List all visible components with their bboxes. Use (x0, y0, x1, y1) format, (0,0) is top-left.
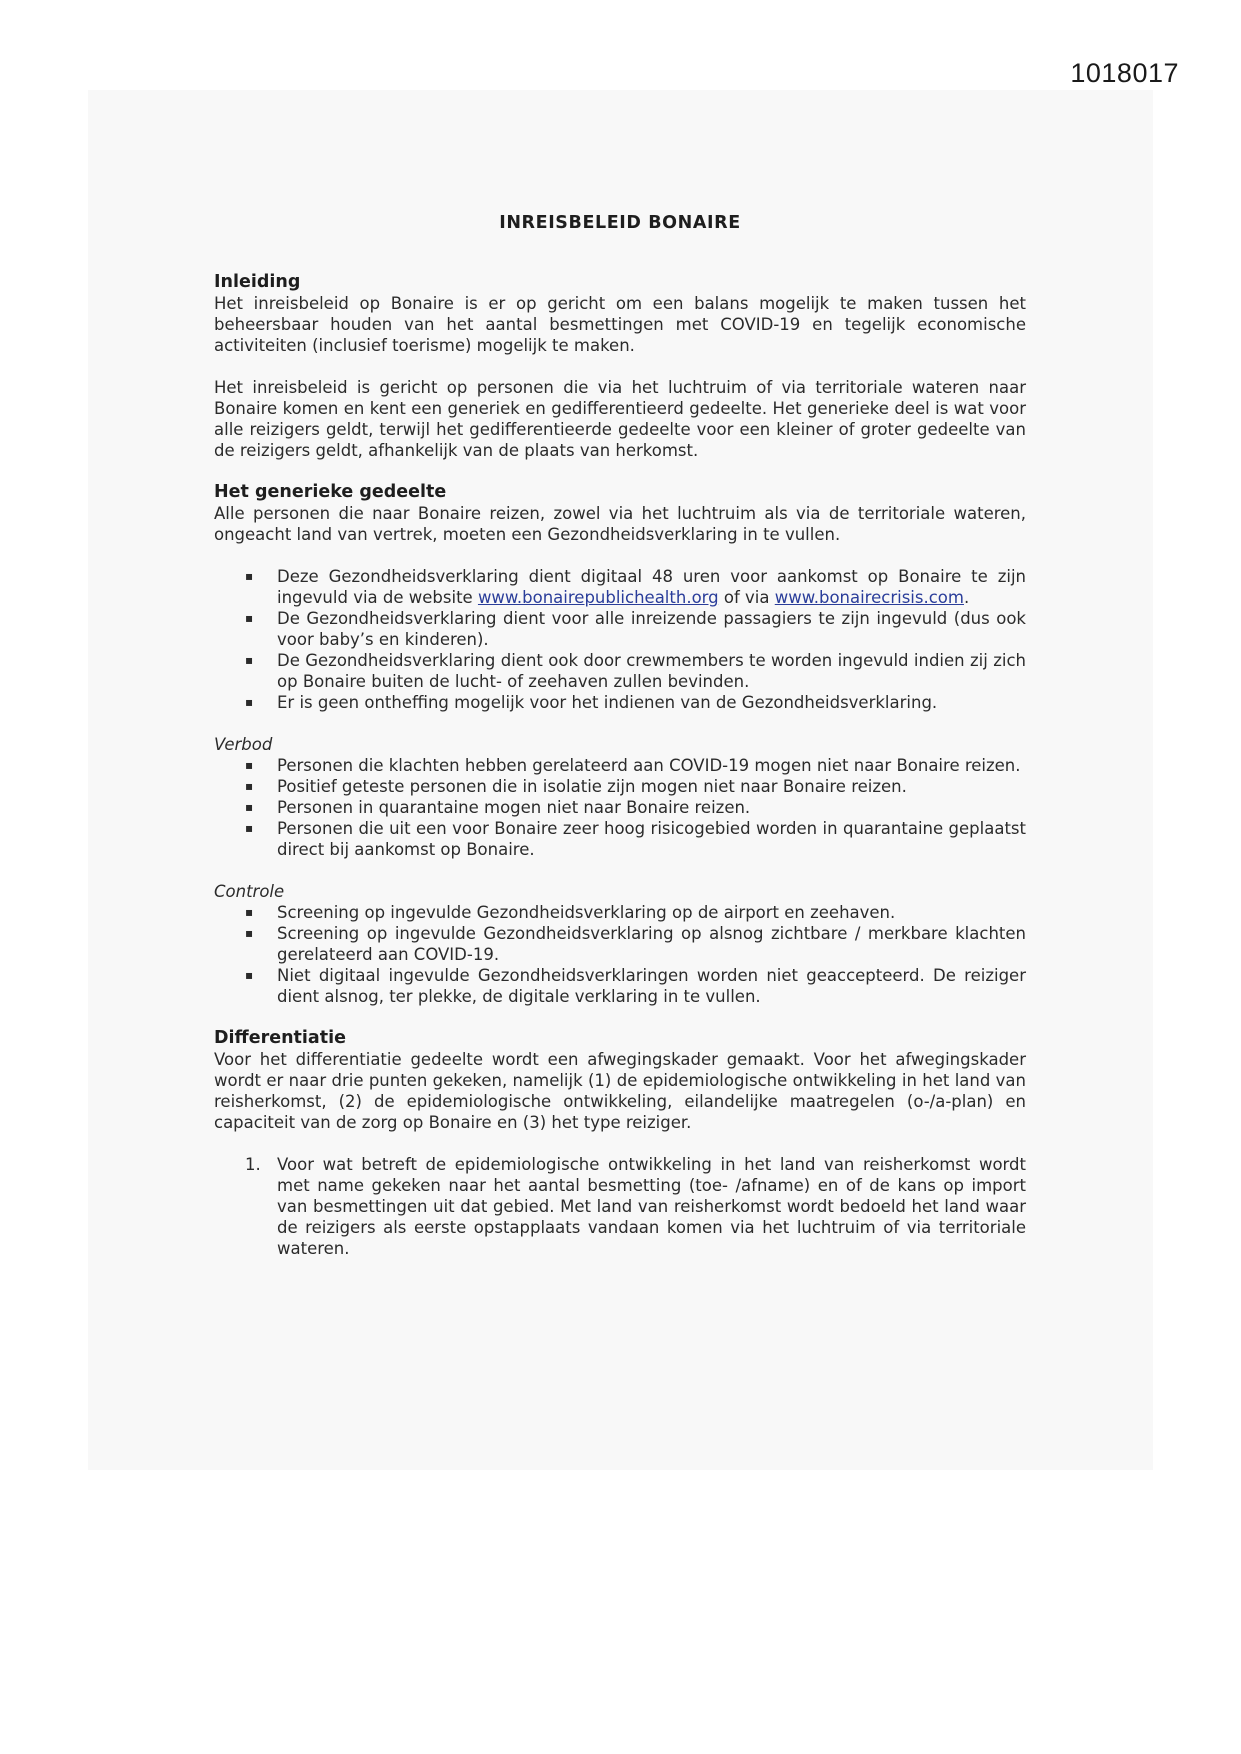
bullet-icon: ▪ (245, 905, 254, 919)
link-bonairepublichealth[interactable]: www.bonairepublichealth.org (477, 588, 719, 607)
list-item (214, 923, 1026, 965)
section-inleiding (214, 272, 1026, 461)
heading-differentiatie: Differentiatie (214, 1028, 346, 1048)
list-item (214, 650, 1026, 692)
list-item (214, 797, 1026, 818)
bullet-icon: ▪ (245, 821, 254, 835)
bullet-text: Niet digitaal ingevulde Gezondheidsverklaringen worden niet geaccepteerd. De reiziger dient alsnog, ter plekke, de digitale verklaring in te vullen. (277, 966, 1026, 1006)
heading-generiek: Het generieke gedeelte (214, 482, 447, 502)
differentiatie-numbered-list (214, 1154, 1026, 1259)
list-item (214, 608, 1026, 650)
bullet-icon: ▪ (245, 611, 254, 625)
bullet-icon: ▪ (245, 779, 254, 793)
list-item (214, 776, 1026, 797)
document-body (214, 213, 1026, 1259)
bullet-text: Personen die uit een voor Bonaire zeer hoog risicogebied worden in quarantaine geplaatst direct bij aankomst op Bonaire. (277, 819, 1026, 859)
list-item (214, 902, 1026, 923)
list-item (214, 692, 1026, 713)
bullet-icon: ▪ (245, 695, 254, 709)
intro-paragraph-2: Het inreisbeleid is gericht op personen die via het luchtruim of via territoriale wateren naar Bonaire komen en kent een generiek en gedifferentieerd gedeelte. Het generieke deel is wat voor alle reizigers geldt, terwijl het gedifferentieerde gedeelte voor een kleiner of groter gedeelte van de reizigers geldt, afhankelijk van de plaats van herkomst. (214, 378, 1026, 460)
bullet-text: Positief geteste personen die in isolatie zijn mogen niet naar Bonaire reizen. (277, 777, 907, 796)
bullet-text: Personen in quarantaine mogen niet naar Bonaire reizen. (277, 798, 751, 817)
section-generiek (214, 482, 1026, 734)
section-differentiatie (214, 1028, 1026, 1259)
differentiatie-paragraph: Voor het differentiatie gedeelte wordt een afwegingskader gemaakt. Voor het afwegingskader wordt er naar drie punten gekeken, namelijk (1) de epidemiologische ontwikkeling in het land van reisherkomst, (2) de epidemiologische ontwikkeling, eilandelijke maatregelen (o-/a-plan) en capaciteit van de zorg op Bonaire en (3) het type reiziger. (214, 1050, 1026, 1132)
heading-verbod: Verbod (214, 735, 273, 754)
bullet-text: Screening op ingevulde Gezondheidsverklaring op de airport en zeehaven. (277, 903, 896, 922)
section-verbod (214, 734, 1026, 881)
list-item (214, 818, 1026, 860)
bullet-icon: ▪ (245, 653, 254, 667)
bullet-text: Personen die klachten hebben gerelateerd aan COVID-19 mogen niet naar Bonaire reizen. (277, 756, 1021, 775)
list-item (214, 755, 1026, 776)
bullet-text-part: . (963, 588, 970, 607)
heading-inleiding: Inleiding (214, 272, 301, 292)
bullet-text-part: Deze Gezondheidsverklaring dient digitaal 48 uren voor aankomst op Bonaire te zijn ingevuld via de website (277, 567, 1026, 607)
list-item (214, 1154, 1026, 1259)
bullet-text: De Gezondheidsverklaring dient voor alle inreizende passagiers te zijn ingevuld (dus ook voor baby’s en kinderen). (277, 609, 1026, 649)
generic-bullet-list (214, 566, 1026, 713)
section-controle (214, 881, 1026, 1028)
controle-bullet-list (214, 902, 1026, 1007)
document-title: INREISBELEID BONAIRE (499, 213, 741, 233)
list-item (214, 965, 1026, 1007)
bullet-text-part: of via (718, 588, 775, 607)
list-item (214, 566, 1026, 608)
bullet-icon: ▪ (245, 926, 254, 940)
numbered-text: Voor wat betreft de epidemiologische ontwikkeling in het land van reisherkomst wordt met name gekeken naar het aantal besmetting (toe- /afname) en of de kans op import van besmettingen uit dat gebied. Met land van reisherkomst wordt bedoeld het land waar de reizigers als eerste opstapplaats vandaan komen via het luchtruim of via territoriale wateren. (277, 1155, 1026, 1258)
bullet-icon: ▪ (245, 968, 254, 982)
bullet-icon: ▪ (245, 569, 254, 583)
intro-paragraph-1: Het inreisbeleid op Bonaire is er op gericht om een balans mogelijk te maken tussen het beheersbaar houden van het aantal besmettingen met COVID-19 en tegelijk economische activiteiten (inclusief toerisme) mogelijk te maken. (214, 294, 1026, 355)
verbod-bullet-list (214, 755, 1026, 860)
bullet-icon: ▪ (245, 800, 254, 814)
heading-controle: Controle (214, 882, 285, 901)
link-bonairecrisis[interactable]: www.bonairecrisis.com (774, 588, 964, 607)
document-id: 1018017 (1070, 58, 1179, 88)
bullet-text: Er is geen ontheffing mogelijk voor het indienen van de Gezondheidsverklaring. (277, 693, 938, 712)
bullet-icon: ▪ (245, 758, 254, 772)
bullet-text: Screening op ingevulde Gezondheidsverklaring op alsnog zichtbare / merkbare klachten gerelateerd aan COVID-19. (277, 924, 1026, 964)
generic-paragraph: Alle personen die naar Bonaire reizen, zowel via het luchtruim als via de territoriale wateren, ongeacht land van vertrek, moeten een Gezondheidsverklaring in te vullen. (214, 504, 1026, 544)
list-number: 1. (245, 1155, 261, 1174)
bullet-text: De Gezondheidsverklaring dient ook door crewmembers te worden ingevuld indien zij zich op Bonaire buiten de lucht- of zeehaven zullen bevinden. (277, 651, 1026, 691)
